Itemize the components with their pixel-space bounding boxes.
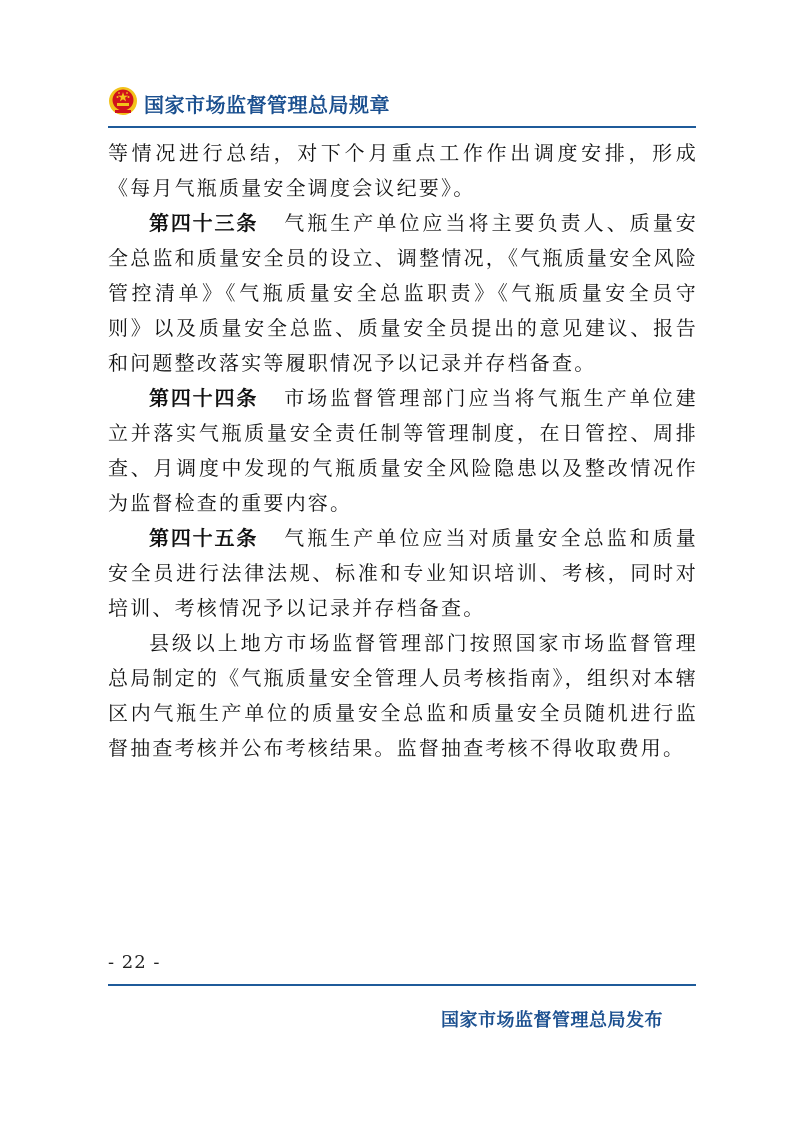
paragraph <box>108 626 698 766</box>
paragraph-text: 等情况进行总结，对下个月重点工作作出调度安排，形成《每月气瓶质量安全调度会议纪要》。 <box>108 141 698 200</box>
article-text: 气瓶生产单位应当对质量安全总监和质量安全员进行法律法规、标准和专业知识培训、考核，同时对培训、考核情况予以记录并存档备查。 <box>108 526 698 620</box>
article-text: 气瓶生产单位应当将主要负责人、质量安全总监和质量安全员的设立、调整情况，《气瓶质量安全风险管控清单》《气瓶质量安全总监职责》《气瓶质量安全员守则》以及质量安全总监、质量安全员提出的意见建议、报告和问题整改落实等履职情况予以记录并存档备查。 <box>108 211 698 375</box>
national-emblem-icon <box>108 86 138 116</box>
footer-publisher: 国家市场监督管理总局发布 <box>441 1010 663 1031</box>
header-rule <box>108 126 696 128</box>
footer-rule <box>108 984 696 986</box>
paragraph <box>108 136 698 206</box>
header-title: 国家市场监督管理总局规章 <box>144 93 390 117</box>
page-header <box>108 84 696 124</box>
article-number: 第四十三条 <box>149 211 259 235</box>
document-body <box>108 136 698 766</box>
article-45 <box>108 521 698 626</box>
article-44 <box>108 381 698 521</box>
article-text: 市场监督管理部门应当将气瓶生产单位建立并落实气瓶质量安全责任制等管理制度，在日管控、周排查、月调度中发现的气瓶质量安全风险隐患以及整改情况作为监督检查的重要内容。 <box>108 386 698 515</box>
page-number: - 22 - <box>108 952 161 973</box>
article-43 <box>108 206 698 381</box>
article-number: 第四十四条 <box>149 386 259 410</box>
paragraph-text: 县级以上地方市场监督管理部门按照国家市场监督管理总局制定的《气瓶质量安全管理人员考核指南》，组织对本辖区内气瓶生产单位的质量安全总监和质量安全员随机进行监督抽查考核并公布考核结果。监督抽查考核不得收取费用。 <box>108 631 698 760</box>
article-number: 第四十五条 <box>149 526 259 550</box>
